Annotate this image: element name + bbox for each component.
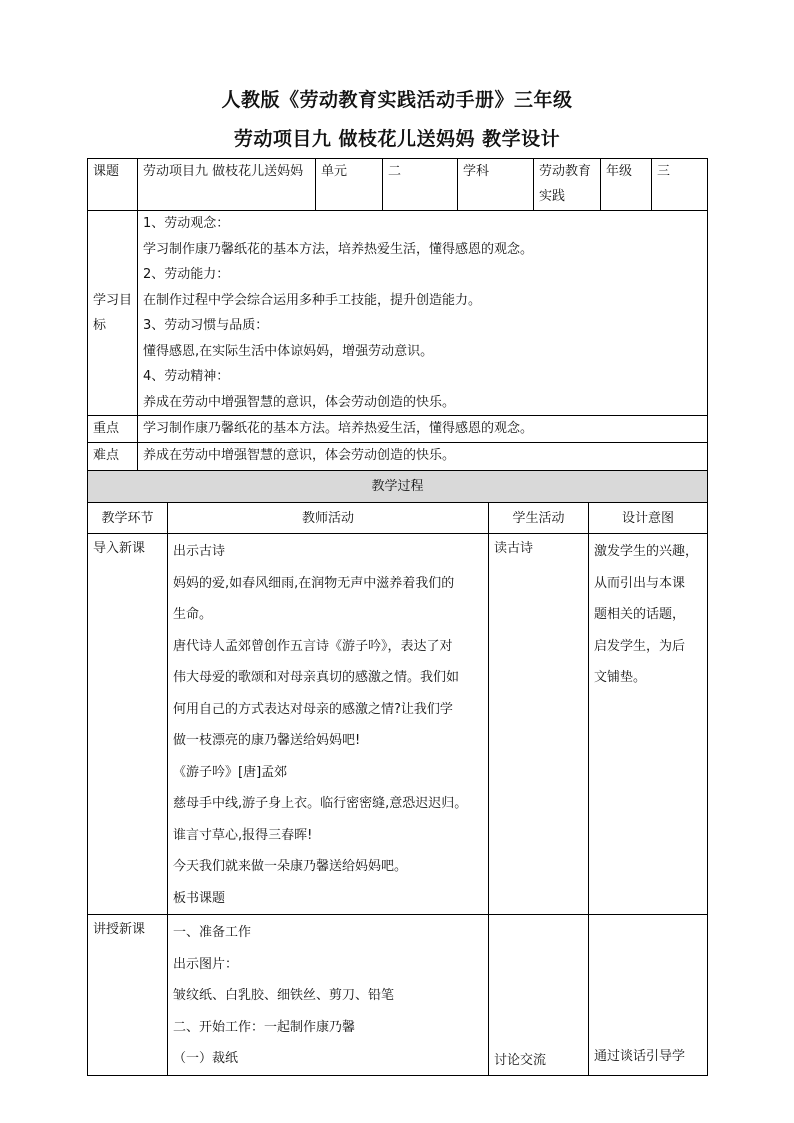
teacher-activity-intro bbox=[168, 534, 489, 915]
topic-value: 劳动项目九 做枝花儿送妈妈 bbox=[138, 159, 316, 211]
objective-line: 4、劳动精神： bbox=[143, 369, 230, 384]
header-design-intent: 设计意图 bbox=[589, 503, 708, 534]
header-teacher-activity: 教师活动 bbox=[168, 503, 489, 534]
teacher-line: 出示图片： bbox=[173, 956, 239, 972]
teacher-line: 做一枝漂亮的康乃馨送给妈妈吧! bbox=[173, 733, 361, 748]
student-activity-intro: 读古诗 bbox=[489, 534, 589, 915]
intent-line: 激发学生的兴趣， bbox=[594, 544, 699, 559]
table-row bbox=[88, 534, 708, 915]
stage-intro: 导入新课 bbox=[88, 534, 168, 915]
lesson-info-table bbox=[87, 158, 708, 471]
design-intent-new-lesson bbox=[589, 915, 708, 1076]
difficulty-value: 养成在劳动中增强智慧的意识，体会劳动创造的快乐。 bbox=[138, 443, 708, 471]
intent-line: 通过谈话引导学 bbox=[594, 1049, 686, 1064]
student-activity-new-lesson: 讨论交流 bbox=[489, 915, 589, 1076]
header-stage: 教学环节 bbox=[88, 503, 168, 534]
subject-label: 学科 bbox=[458, 159, 534, 211]
teacher-line: 谁言寸草心,报得三春晖! bbox=[173, 827, 313, 843]
objectives-label: 学习目标 bbox=[88, 211, 138, 416]
objective-line: 懂得感恩,在实际生活中体谅妈妈，增强劳动意识。 bbox=[143, 343, 434, 359]
teacher-line: （一）裁纸 bbox=[173, 1051, 239, 1066]
intent-line: 题相关的话题， bbox=[594, 607, 686, 622]
teaching-process-table bbox=[87, 470, 708, 1076]
objectives-content bbox=[138, 211, 708, 416]
teacher-line: 二、开始工作：一起制作康乃馨 bbox=[173, 1019, 356, 1035]
key-point-value: 学习制作康乃馨纸花的基本方法。培养热爱生活，懂得感恩的观念。 bbox=[138, 416, 708, 443]
key-point-label: 重点 bbox=[88, 416, 138, 443]
document-title: 人教版《劳动教育实践活动手册》三年级 bbox=[221, 89, 573, 111]
teacher-line: 妈妈的爱,如春风细雨,在润物无声中滋养着我们的 bbox=[173, 575, 455, 591]
table-row bbox=[88, 915, 708, 1076]
teacher-line: 《游子吟》[唐]孟郊 bbox=[173, 764, 288, 780]
unit-value: 二 bbox=[383, 159, 458, 211]
objective-line: 在制作过程中学会综合运用多种手工技能，提升创造能力。 bbox=[143, 292, 482, 308]
teacher-line: 今天我们就来做一朵康乃馨送给妈妈吧。 bbox=[173, 859, 408, 874]
teacher-line: 唐代诗人孟郊曾创作五言诗《游子吟》，表达了对 bbox=[173, 638, 453, 654]
objective-line: 3、劳动习惯与品质： bbox=[143, 318, 269, 333]
unit-label: 单元 bbox=[316, 159, 383, 211]
teacher-line: 皱纹纸、白乳胶、细铁丝、剪刀、铅笔 bbox=[173, 988, 395, 1003]
objective-line: 1、劳动观念： bbox=[143, 216, 230, 231]
teacher-line: 何用自己的方式表达对母亲的感激之情?让我们学 bbox=[173, 701, 453, 717]
header-student-activity: 学生活动 bbox=[489, 503, 589, 534]
grade-value: 三 bbox=[652, 159, 708, 211]
teacher-line: 一、准备工作 bbox=[173, 925, 252, 940]
teacher-activity-new-lesson bbox=[168, 915, 489, 1076]
objective-line: 学习制作康乃馨纸花的基本方法，培养热爱生活，懂得感恩的观念。 bbox=[143, 241, 534, 257]
stage-new-lesson: 讲授新课 bbox=[88, 915, 168, 1076]
objective-line: 养成在劳动中增强智慧的意识，体会劳动创造的快乐。 bbox=[143, 394, 456, 410]
intent-line: 从而引出与本课 bbox=[594, 575, 686, 591]
teacher-line: 出示古诗 bbox=[173, 544, 226, 559]
difficulty-label: 难点 bbox=[88, 443, 138, 471]
grade-label: 年级 bbox=[601, 159, 652, 211]
teacher-line: 伟大母爱的歌颂和对母亲真切的感激之情。我们如 bbox=[173, 670, 460, 685]
subject-value: 劳动教育实践 bbox=[534, 159, 601, 211]
teacher-line: 生命。 bbox=[173, 607, 213, 622]
process-section-title: 教学过程 bbox=[88, 471, 708, 503]
objective-line: 2、劳动能力： bbox=[143, 267, 230, 282]
teacher-line: 板书课题 bbox=[173, 890, 226, 906]
intent-line: 文铺垫。 bbox=[594, 670, 647, 685]
teacher-line: 慈母手中线,游子身上衣。临行密密缝,意恐迟迟归。 bbox=[173, 796, 468, 811]
lesson-title: 劳动项目九 做枝花儿送妈妈 教学设计 bbox=[233, 128, 561, 150]
design-intent-intro bbox=[589, 534, 708, 915]
topic-label: 课题 bbox=[88, 159, 138, 211]
intent-line: 启发学生，为后 bbox=[594, 638, 686, 654]
